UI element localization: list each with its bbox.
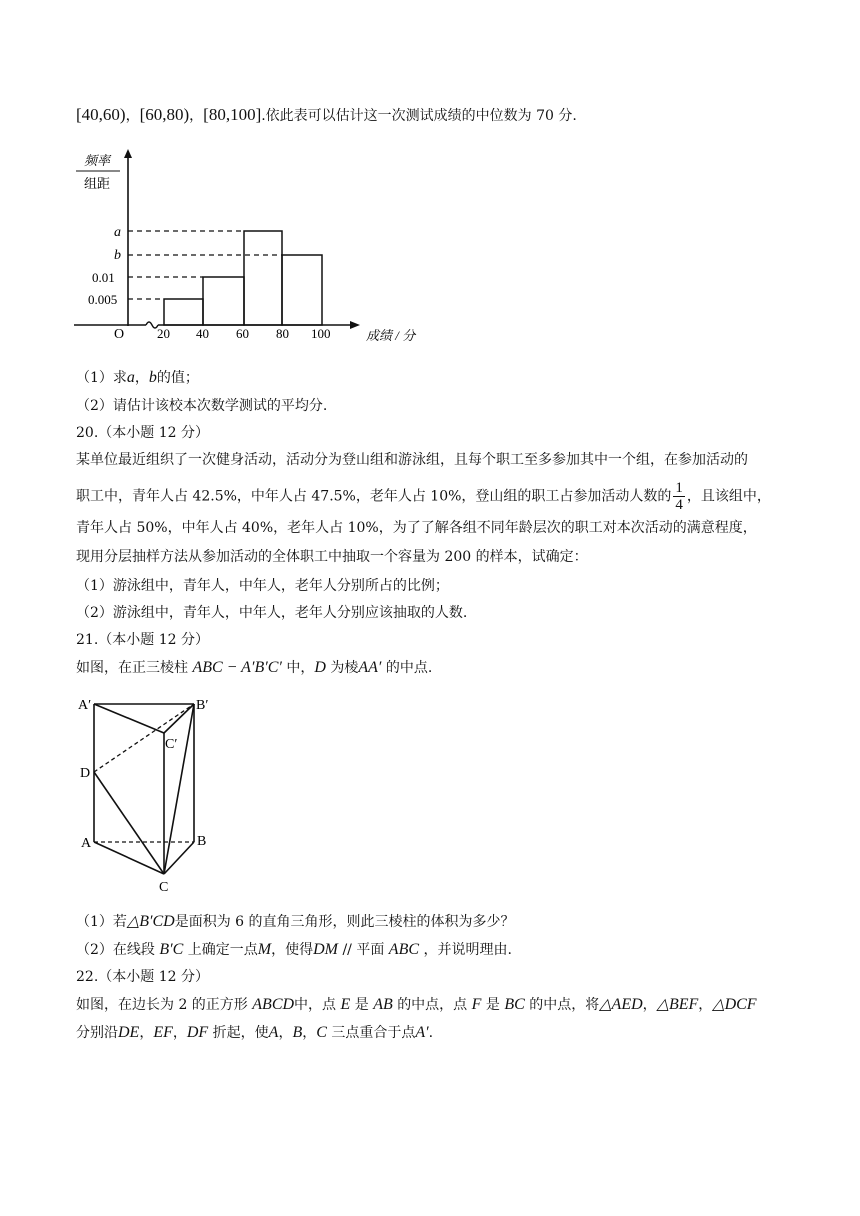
var-b: b [148,369,157,386]
q22-text: 中，点 [294,997,337,1013]
q22-sep: ， [698,997,713,1013]
segment-ab: AB [373,996,393,1013]
separator: ， [189,108,204,124]
q21-p2-mid1: 上确定一点 [187,942,258,958]
label-a: A [81,836,92,851]
q22-sep: ， [278,1025,293,1041]
x-tick-label: 80 [276,326,289,341]
q22-text: 的中点，将 [529,997,600,1013]
point-a1: A′ [415,1024,429,1041]
q21-p2-mid2: ，使得 [271,942,314,958]
var-a: a [126,369,135,386]
fraction-numerator: 1 [675,480,683,496]
q22-sep: ， [302,1025,317,1041]
plane-abc: ABC [388,941,420,958]
edge-aa1: AA′ [358,659,382,676]
q22-text: 是 [485,997,500,1013]
q21-stem-suffix: 的中点. [385,660,433,676]
interval-1: [40,60) [76,105,126,124]
histogram-bar [282,255,322,325]
segment-de: DE [118,1024,140,1041]
q21-stem-mid2: 为棱 [330,660,359,676]
q20-stem-line-4: 现用分层抽样方法从参加活动的全体职工中抽取一个容量为 200 的样本，试确定： [76,549,588,565]
q22-text: 的中点，点 [397,997,468,1013]
point-m: M [257,941,272,958]
q21-stem-prefix: 如图，在正三棱柱 [76,660,188,676]
prism-name: ABC − A′B′C′ [192,659,282,676]
label-d: D [80,766,91,781]
intro-rest: .依此表可以估计这一次测试成绩的中位数为 70 分. [261,108,577,124]
q20-stem-line-2 [76,480,771,513]
q20-part-2: （2）游泳组中，青年人，中年人，老年人分别应该抽取的人数. [76,605,468,621]
segment-df: DF [186,1024,209,1041]
q21-p1-prefix: （1）若 [76,914,127,930]
q21-heading: 21.（本小题 12 分） [76,632,209,648]
q22-text: 如图，在边长为 2 的正方形 [76,997,248,1013]
triangle-aed: △AED [599,996,643,1013]
histogram-bar [164,299,203,325]
segment-bc: BC [504,996,525,1013]
interval-3: [80,100] [203,105,262,124]
y-axis-label-bottom: 组距 [84,176,111,191]
q21-part-2 [76,940,512,960]
q22-stem-line-1 [76,995,757,1015]
interval-2: [60,80) [139,105,190,124]
point-e: E [340,996,351,1013]
origin-label: O [114,327,125,342]
y-tick-label: 0.005 [88,292,118,307]
q22-sep: ， [172,1025,187,1041]
histogram-bar [244,231,282,325]
q22-text: 是 [354,997,369,1013]
q22-stem-line-2 [76,1023,433,1043]
q22-heading: 22.（本小题 12 分） [76,969,209,985]
q21-p2-prefix: （2）在线段 [76,942,155,958]
label-c1: C′ [165,737,178,752]
histogram-bar [203,277,244,325]
x-tick-label: 40 [196,326,209,341]
q19-p1-sep: ， [134,370,149,386]
label-b: B [197,834,207,849]
square-abcd: ABCD [252,996,295,1013]
x-axis-label: 成绩 / 分 [366,328,416,343]
q20-line2-suffix: ，且该组中， [686,488,771,505]
y-axis-label-top: 频率 [84,153,111,168]
q20-stem-line-1: 某单位最近组织了一次健身活动，活动分为登山组和游泳组，且每个职工至多参加其中一个组，在参加活动的 [76,452,748,468]
q21-p1-suffix: 是面积为 6 的直角三角形，则此三棱柱的体积为多少？ [174,914,515,930]
q21-p2-suffix: ，并说明理由. [423,942,512,958]
point-d: D [314,659,326,676]
triangle-bef: △BEF [656,996,699,1013]
label-b1: B′ [196,698,209,713]
q19-p1-prefix: （1）求 [76,370,127,386]
q20-line2-prefix: 职工中，青年人占 42.5%，中年人占 47.5%，老年人占 10%，登山组的职工占参加活动人数的 [76,488,672,505]
x-tick-label: 60 [236,326,249,341]
label-c: C [159,880,169,895]
y-axis-arrow [124,149,132,158]
prism-figure [72,690,222,900]
fraction-denominator: 4 [675,497,683,513]
frequency-histogram [70,148,440,348]
q21-stem-mid1: 中， [286,660,315,676]
q22-text: 三点重合于点 [331,1025,416,1041]
y-tick-label-b: b [114,248,121,263]
q22-sep: ， [139,1025,154,1041]
q20-heading: 20.（本小题 12 分） [76,425,209,441]
y-tick-label: 0.01 [92,270,115,285]
q19-p1-suffix: 的值； [156,370,199,386]
q22-sep: ， [642,997,657,1013]
x-axis-arrow [350,321,360,329]
fraction-one-quarter [673,480,685,513]
x-tick-label: 20 [157,326,170,341]
q21-part-1 [76,912,515,932]
triangle-b1cd: △B′CD [126,913,175,930]
point-b: B [292,1024,303,1041]
q20-stem-line-3: 青年人占 50%，中年人占 40%，老年人占 10%，为了了解各组不同年龄层次的职工对本次活动的满意程度， [76,520,757,536]
triangle-dcf: △DCF [712,996,757,1013]
x-tick-label: 100 [311,326,331,341]
intro-line [76,105,577,126]
hidden-segment-db1 [94,704,194,772]
separator: ， [125,108,140,124]
q20-part-1: （1）游泳组中，青年人，中年人，老年人分别所占的比例； [76,578,449,594]
q22-text: 折起，使 [212,1025,269,1041]
label-a1: A′ [78,698,92,713]
segment-dm: DM [313,941,338,958]
q21-p2-mid3: // 平面 [342,942,385,958]
segment-b1c: B′C [159,941,184,958]
y-tick-label-a: a [114,225,121,240]
point-f: F [471,996,482,1013]
point-a: A [268,1024,279,1041]
segment-ef: EF [153,1024,173,1041]
edge [94,704,164,733]
q19-part-1 [76,368,199,388]
q22-text: 分别沿 [76,1025,118,1041]
point-c: C [316,1024,327,1041]
q19-part-2: （2）请估计该校本次数学测试的平均分. [76,398,328,414]
q21-stem [76,658,432,678]
q22-end: . [428,1025,434,1041]
